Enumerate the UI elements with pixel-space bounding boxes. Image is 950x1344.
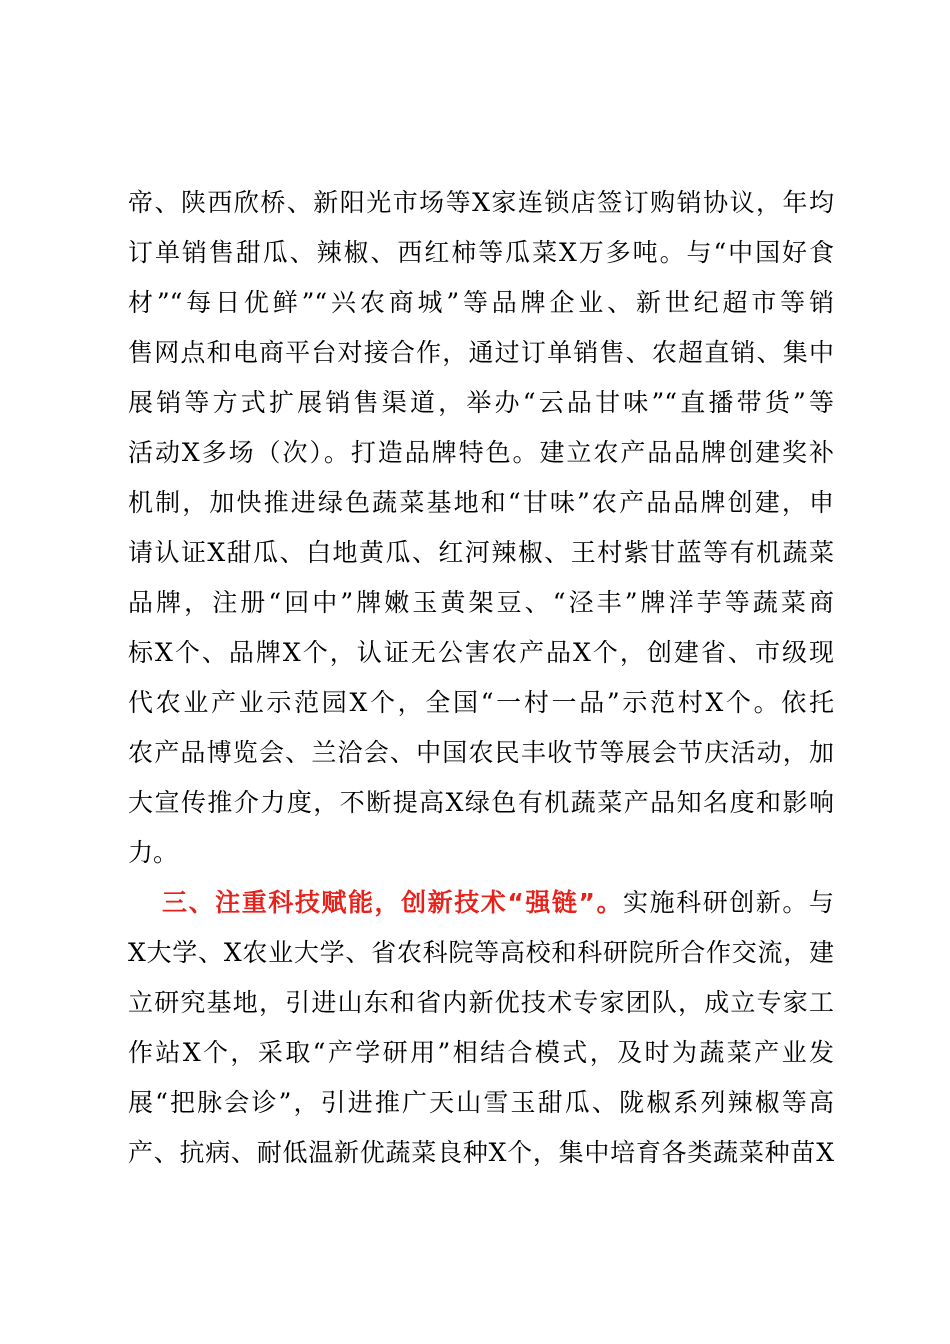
text-line: 代农业产业示范园X个，全国“一村一品”示范村X个。依托 [128,688,834,717]
paragraph-sales-branding [128,178,834,878]
section-first-line [128,878,834,928]
text-line: 请认证X甜瓜、白地黄瓜、红河辣椒、王村紫甘蓝等有机蔬菜 [128,538,834,567]
text-line: 大宣传推介力度，不断提高X绿色有机蔬菜产品知名度和影响 [128,788,834,817]
text-line: 作站X个，采取“产学研用”相结合模式，及时为蔬菜产业发 [128,1038,834,1067]
text-line: 展“把脉会诊”，引进推广天山雪玉甜瓜、陇椒系列辣椒等高 [128,1088,834,1117]
text-line: X大学、X农业大学、省农科院等高校和科研院所合作交流，建 [128,938,834,967]
text-line: 品牌，注册“回中”牌嫩玉黄架豆、“泾丰”牌洋芋等蔬菜商 [128,588,834,617]
text-line: 标X个、品牌X个，认证无公害农产品X个，创建省、市级现 [128,638,834,667]
text-line: 材”“每日优鲜”“兴农商城”等品牌企业、新世纪超市等销 [128,288,834,317]
text-line: 售网点和电商平台对接合作，通过订单销售、农超直销、集中 [128,338,834,367]
text-line: 帝、陕西欣桥、新阳光市场等X家连锁店签订购销协议，年均 [128,188,834,217]
document-body [128,178,834,1178]
text-line: 农产品博览会、兰洽会、中国农民丰收节等展会节庆活动，加 [128,738,834,767]
paragraph-tech-innovation [128,878,834,1178]
text-line: 订单销售甜瓜、辣椒、西红柿等瓜菜X万多吨。与“中国好食 [128,238,834,267]
section-heading: 三、注重科技赋能，创新技术“强链”。 [162,888,624,917]
text-line: 机制，加快推进绿色蔬菜基地和“甘味”农产品品牌创建，申 [128,488,834,517]
text-line: 展销等方式扩展销售渠道，举办“云品甘味”“直播带货”等 [128,388,834,417]
text-line: 立研究基地，引进山东和省内新优技术专家团队，成立专家工 [128,988,834,1017]
text-line: 力。 [128,838,179,867]
text-line: 产、抗病、耐低温新优蔬菜良种X个，集中培育各类蔬菜种苗X [128,1138,834,1167]
text-line: 活动X多场（次）。打造品牌特色。建立农产品品牌创建奖补 [128,438,834,467]
section-first-line-text: 实施科研创新。与 [623,888,834,917]
